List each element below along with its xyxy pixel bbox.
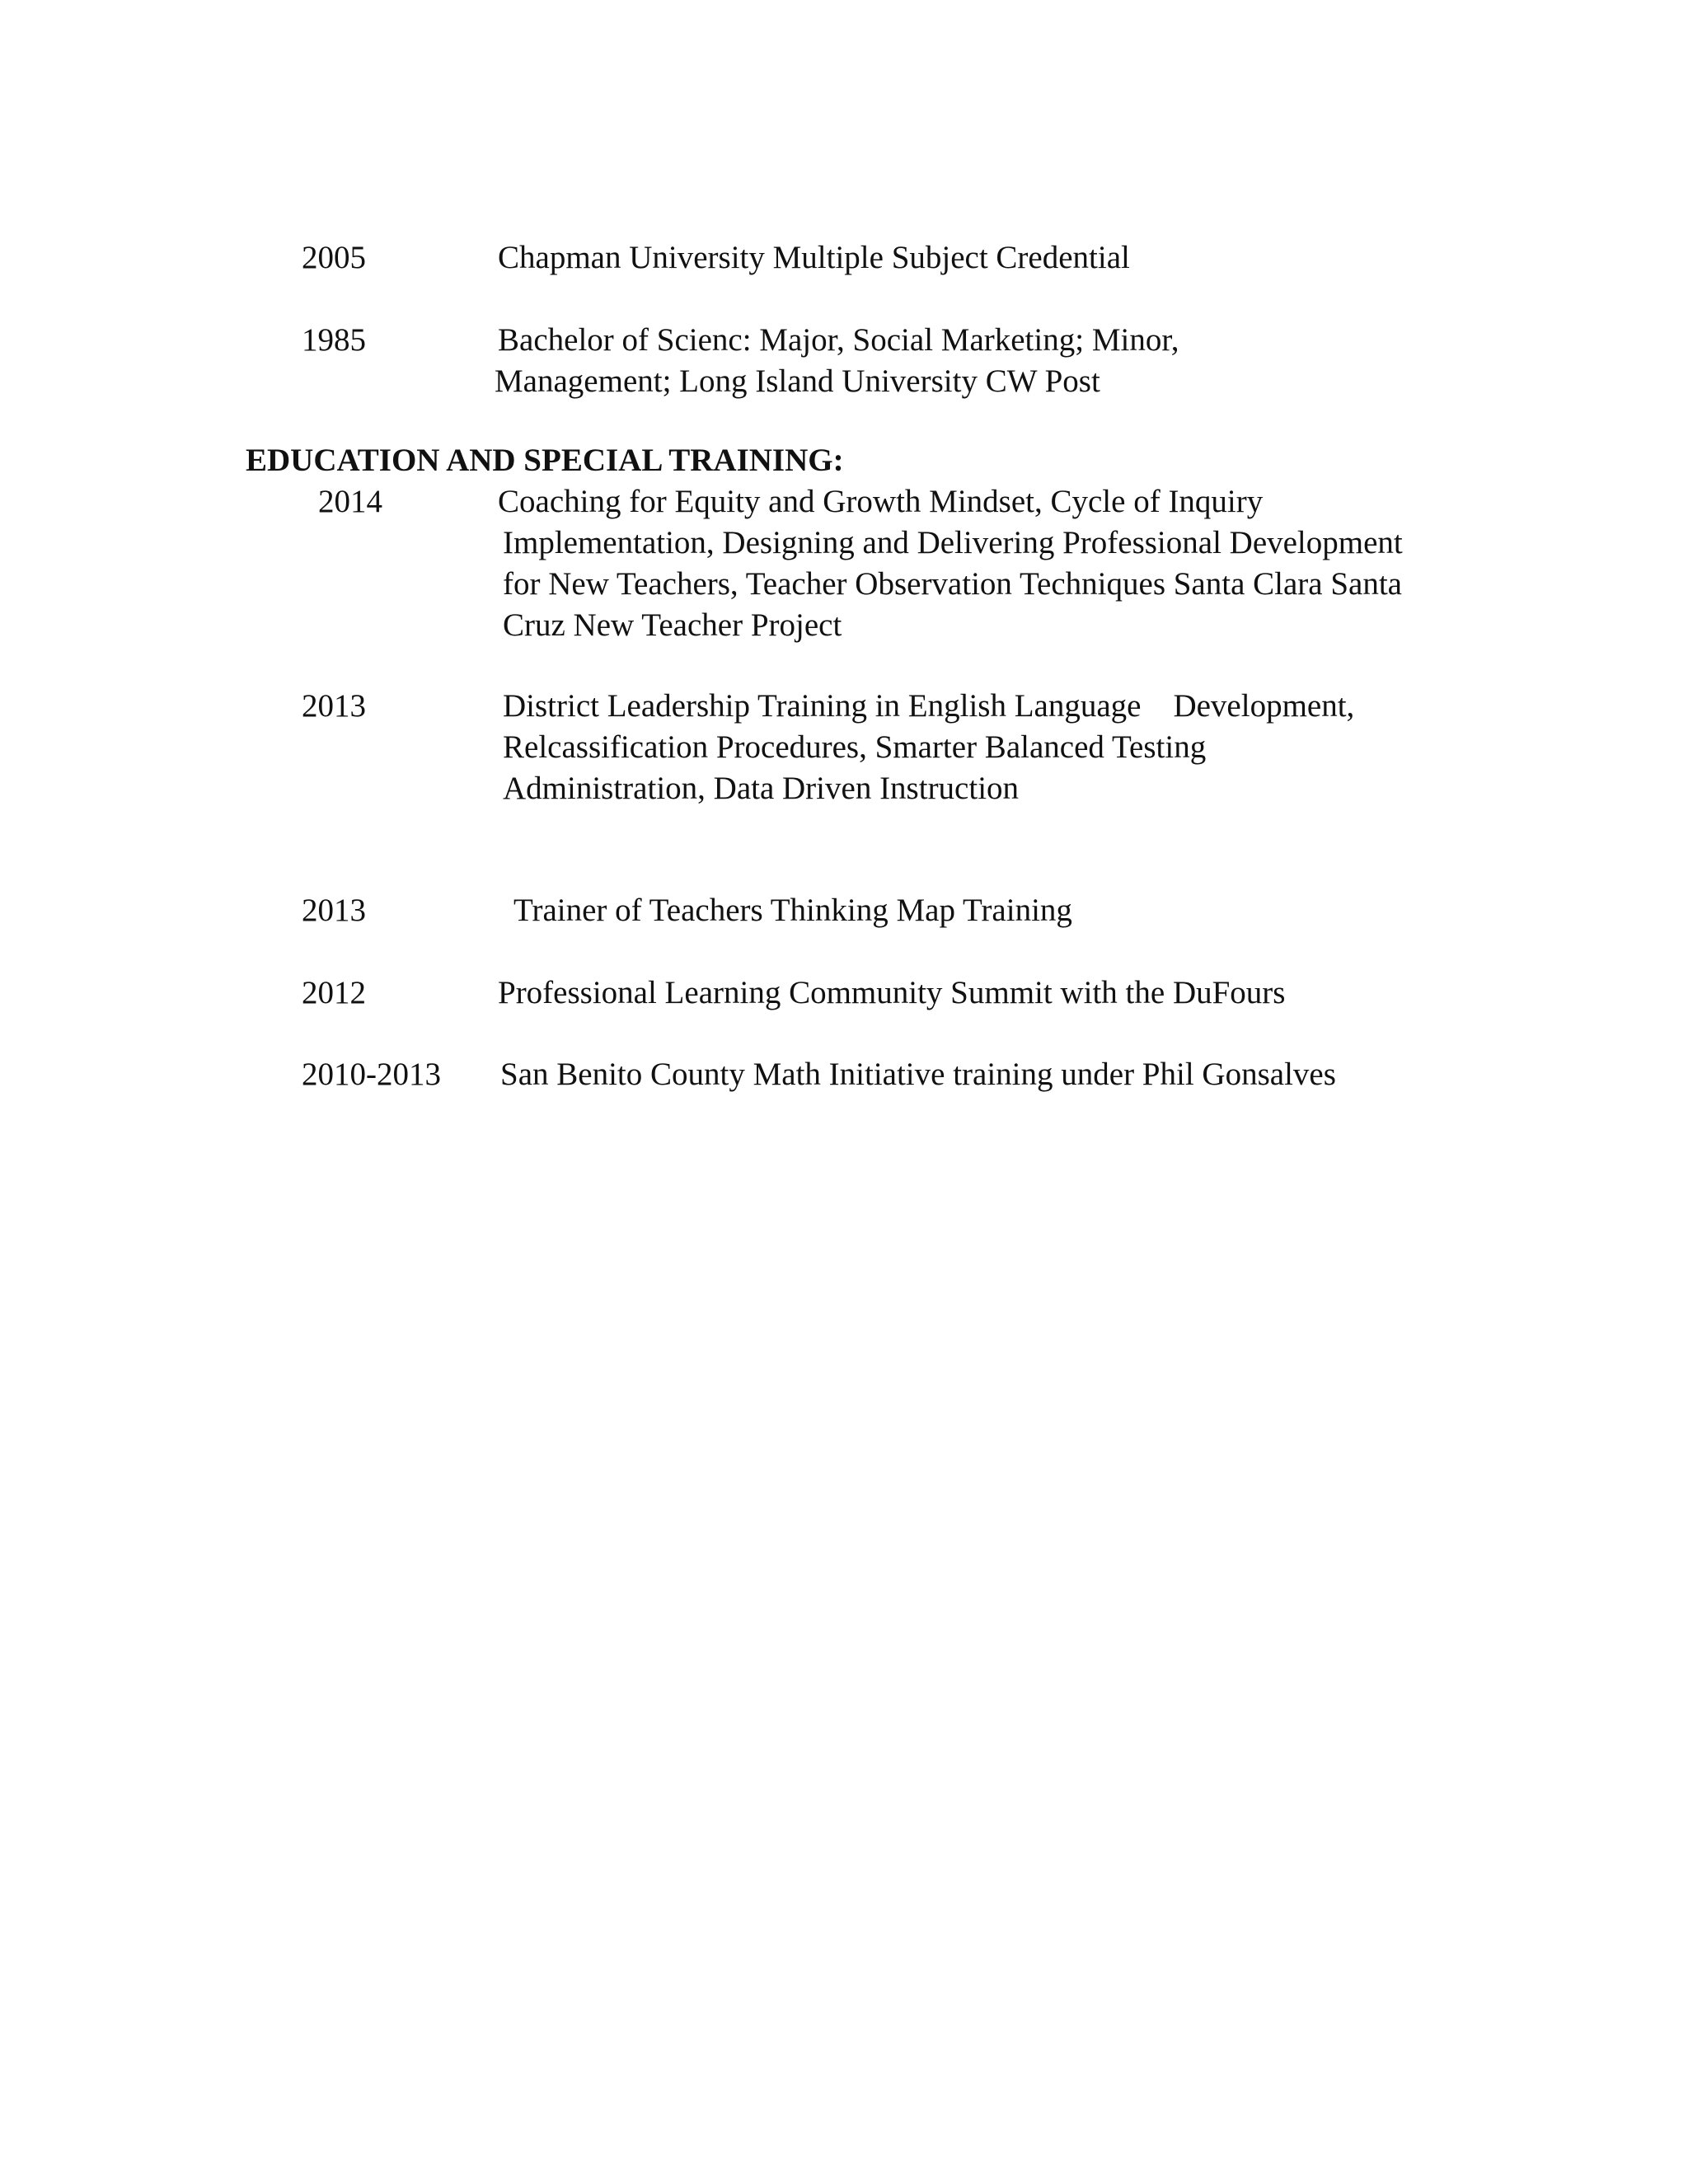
entry-year: 2010-2013 <box>302 1057 441 1092</box>
entry-description-line: Cruz New Teacher Project <box>503 607 842 643</box>
entry-description-line: Trainer of Teachers Thinking Map Training <box>513 893 1072 928</box>
entry-year: 2013 <box>302 688 366 724</box>
entry-description <box>495 320 1179 402</box>
entry-description-line: Professional Learning Community Summit with the DuFours <box>498 975 1286 1010</box>
entry-description-line: Management; Long Island University CW Post <box>495 363 1100 399</box>
section-heading: EDUCATION AND SPECIAL TRAINING: <box>246 443 844 478</box>
entry-description-line: Relcassification Procedures, Smarter Balanced Testing <box>503 729 1207 765</box>
entry-description <box>500 1054 1336 1095</box>
entry-year: 2013 <box>302 893 366 928</box>
entry-description <box>498 972 1285 1014</box>
entry-description <box>503 686 1354 809</box>
entry-description-line: Coaching for Equity and Growth Mindset, Cycle of Inquiry <box>498 484 1264 519</box>
entry-description-line: Chapman University Multiple Subject Credential <box>498 240 1130 275</box>
entry-description-line: Implementation, Designing and Delivering Professional Development <box>503 525 1403 560</box>
entry-description-line: San Benito County Math Initiative training under Phil Gonsalves <box>500 1057 1336 1092</box>
entry-description-line: District Leadership Training in English Language Development, <box>503 688 1355 724</box>
entry-description-line: Bachelor of Scienc: Major, Social Marketing; Minor, <box>498 322 1179 358</box>
entry-description <box>498 481 1403 646</box>
entry-year: 1985 <box>302 322 366 358</box>
entry-description <box>513 890 1072 931</box>
entry-year: 2014 <box>318 484 382 519</box>
entry-description-line: for New Teachers, Teacher Observation Techniques Santa Clara Santa <box>503 566 1402 602</box>
entry-description-line: Administration, Data Driven Instruction <box>503 771 1020 806</box>
entry-year: 2005 <box>302 240 366 275</box>
entry-year: 2012 <box>302 975 366 1010</box>
entry-description <box>498 237 1130 279</box>
